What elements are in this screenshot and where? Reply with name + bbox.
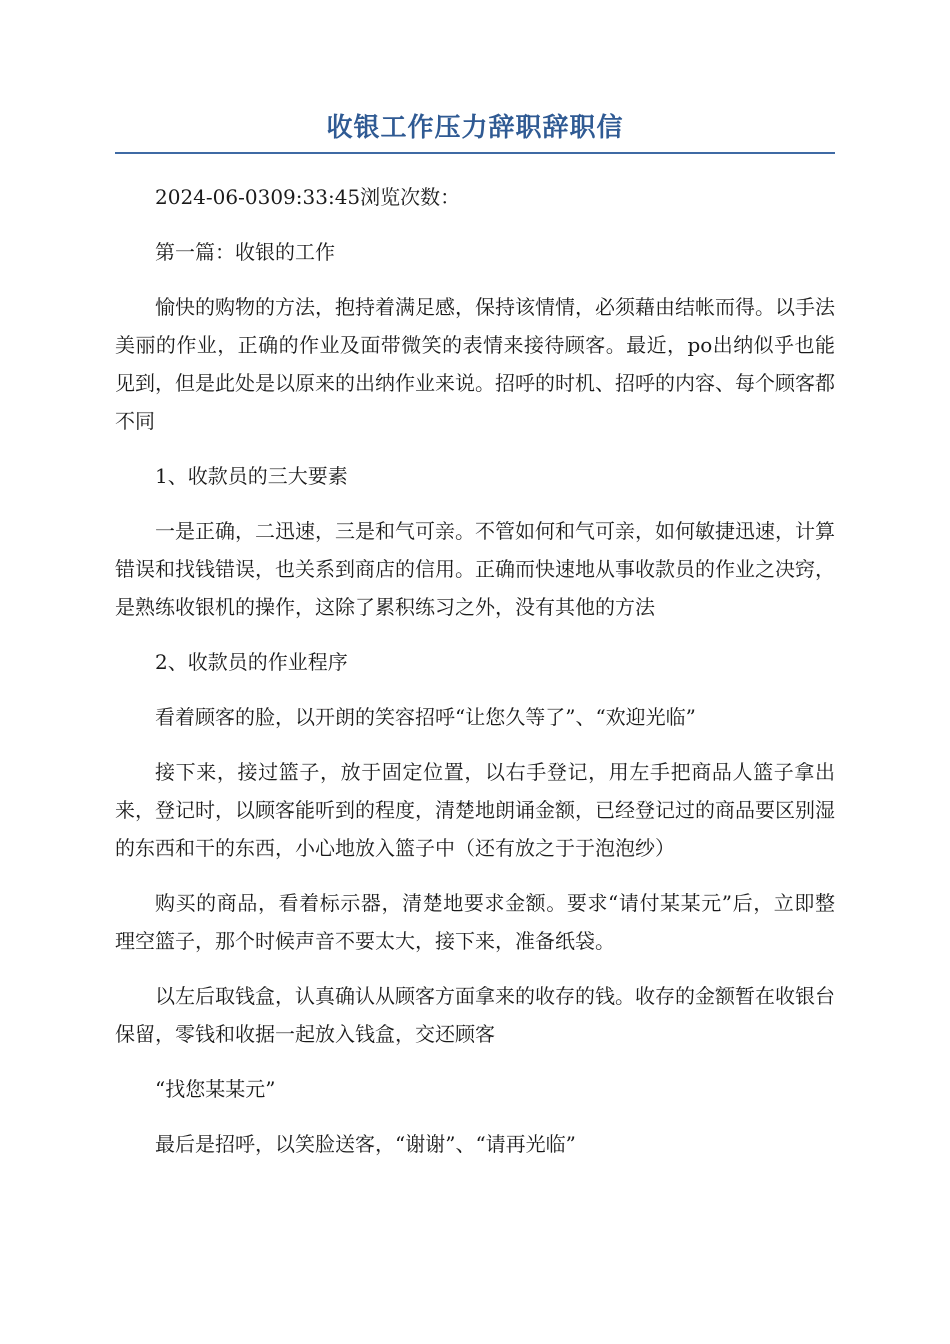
document-body — [115, 178, 835, 1163]
paragraph: 一是正确，二迅速，三是和气可亲。不管如何和气可亲，如何敏捷迅速，计算错误和找钱错误，也关系到商店的信用。正确而快速地从事收款员的作业之决窍，是熟练收银机的操作，这除了累积练习之外，没有其他的方法 — [115, 519, 835, 619]
paragraph: 接下来，接过篮子，放于固定位置，以右手登记，用左手把商品人篮子拿出来，登记时，以顾客能听到的程度，清楚地朗诵金额，已经登记过的商品要区别湿的东西和干的东西，小心地放入篮子中（还有放之于于泡泡纱） — [115, 760, 835, 860]
paragraph: 购买的商品，看着标示器，清楚地要求金额。要求“请付某某元”后，立即整理空篮子，那个时候声音不要太大，接下来，准备纸袋。 — [115, 891, 835, 953]
section-heading: 1、收款员的三大要素 — [155, 464, 348, 488]
paragraph: 以左后取钱盒，认真确认从顾客方面拿来的收存的钱。收存的金额暂在收银台保留，零钱和收据一起放入钱盒，交还顾客 — [115, 984, 835, 1046]
meta-line: 2024-06-0309:33:45浏览次数： — [155, 185, 461, 209]
section-heading: 第一篇：收银的工作 — [155, 240, 335, 264]
section-heading: 2、收款员的作业程序 — [155, 650, 348, 674]
paragraph: 看着顾客的脸，以开朗的笑容招呼“让您久等了”、“欢迎光临” — [155, 705, 696, 729]
paragraph: 愉快的购物的方法，抱持着满足感，保持该情情，必须藉由结帐而得。以手法美丽的作业，正确的作业及面带微笑的表情来接待顾客。最近，po出纳似乎也能见到，但是此处是以原来的出纳作业来说。招呼的时机、招呼的内容、每个顾客都不同 — [115, 295, 835, 433]
document-title: 收银工作压力辞职辞职信 — [326, 113, 624, 143]
paragraph: 最后是招呼，以笑脸送客，“谢谢”、“请再光临” — [155, 1132, 576, 1156]
paragraph: “找您某某元” — [155, 1077, 276, 1101]
title-divider — [115, 152, 835, 154]
document-page — [115, 108, 835, 1180]
